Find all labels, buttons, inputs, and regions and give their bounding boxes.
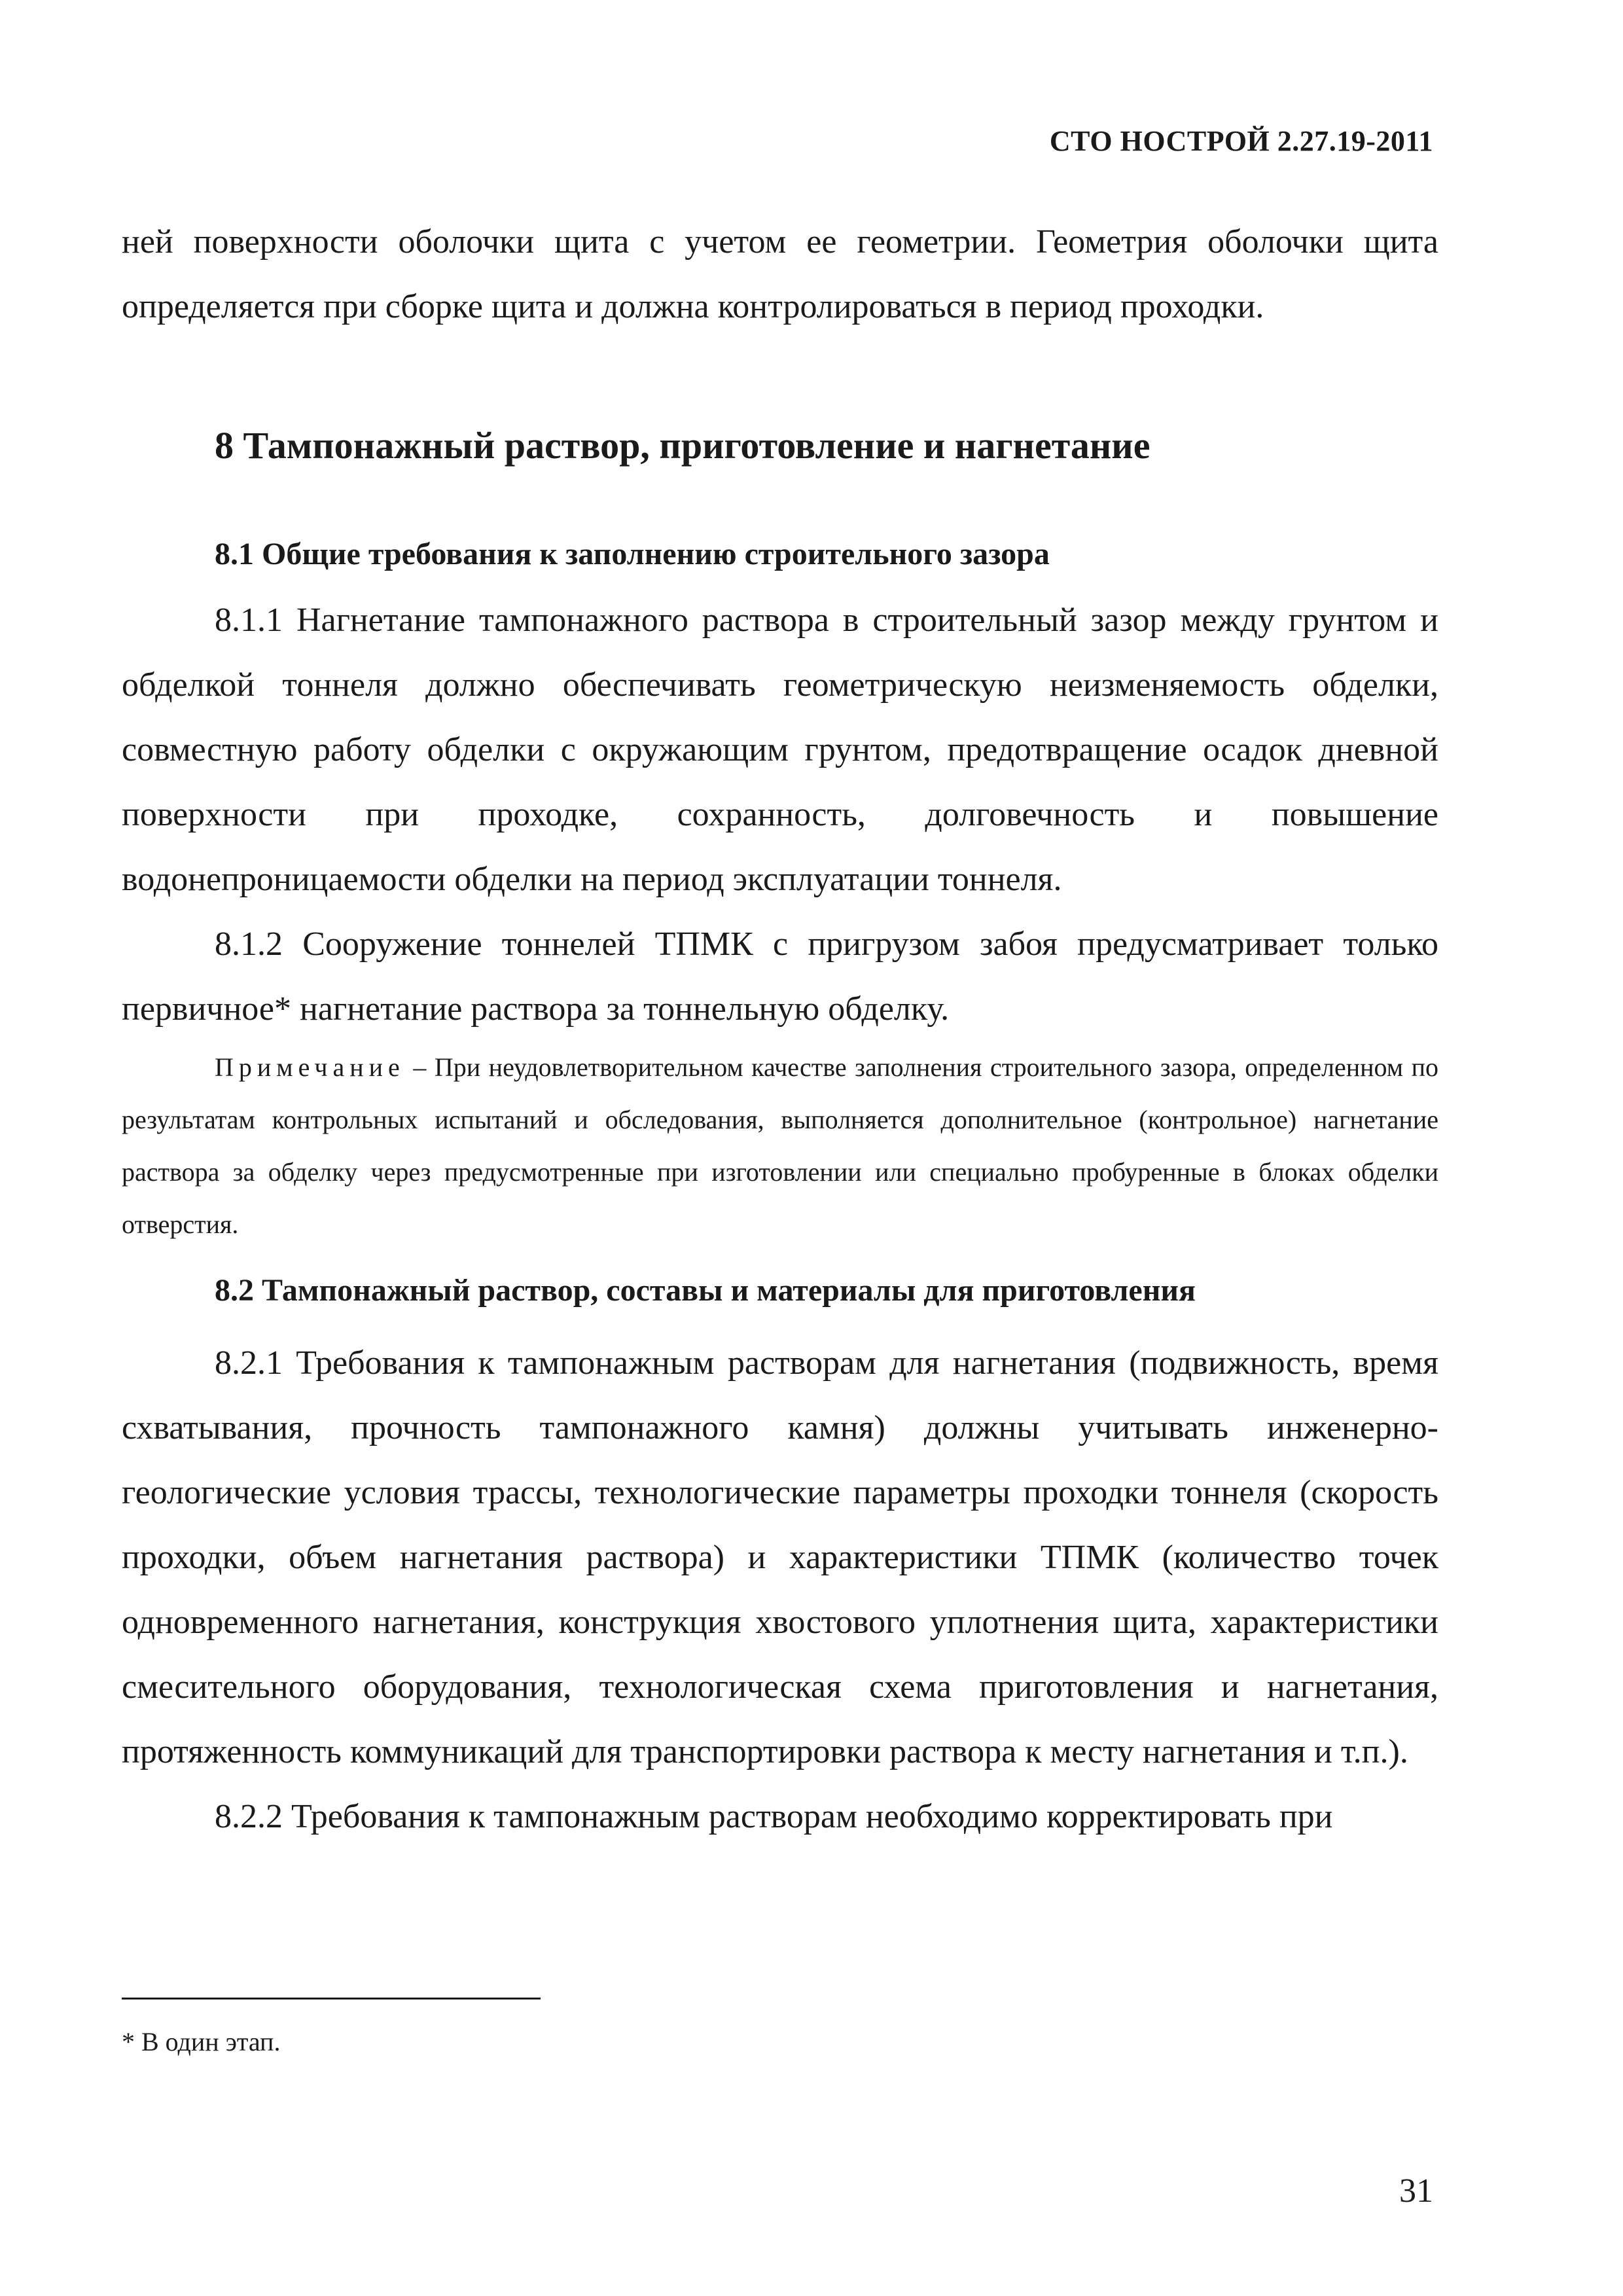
note-label: Примечание (215, 1052, 405, 1082)
note-paragraph (122, 1041, 1438, 1251)
paragraph-8-2-1: 8.2.1 Требования к тампонажным растворам для нагнетания (подвижность, время схватывания, прочность тампонажного камня) должны учитывать инженерно-геологические условия трассы, технологические параметры проходки тоннеля (скорость проходки, объем нагнетания раствора) и характеристики ТПМК (количество точек одновременного нагнетания, конструкция хвостового уплотнения щита, характеристики смесительного оборудования, технологическая схема приготовления и нагнетания, протяженность коммуникаций для транспортировки раствора к месту нагнетания и т.п.). (122, 1344, 1438, 1770)
footnote-separator (122, 1998, 541, 2000)
continuation-paragraph: ней поверхности оболочки щита с учетом ее геометрии. Геометрия оболочки щита определяется при сборке щита и должна контролироваться в период проходки. (122, 223, 1438, 325)
section-title: 8 Тампонажный раствор, приготовление и нагнетание (215, 424, 1150, 467)
paragraph-8-1-1: 8.1.1 Нагнетание тампонажного раствора в строительный зазор между грунтом и обделкой тоннеля должно обеспечивать геометрическую неизменяемость обделки, совместную работу обделки с окружающим грунтом, предотвращение осадок дневной поверхности при проходке, сохранность, долговечность и повышение водонепроницаемости обделки на период эксплуатации тоннеля. (122, 601, 1438, 898)
standard-code-header: СТО НОСТРОЙ 2.27.19-2011 (1049, 125, 1433, 157)
footnote: * В один этап. (122, 2027, 281, 2056)
subsection-title-8-1: 8.1 Общие требования к заполнению строительного зазора (215, 537, 1050, 571)
note-text: – При неудовлетворительном качестве заполнения строительного зазора, определенном по результатам контрольных испытаний и обследования, выполняется дополнительное (контрольное) нагнетание раствора за обделку через предусмотренные при изготовлении или специально пробуренные в блоках обделки отверстия. (122, 1052, 1438, 1239)
subsection-title-8-2: 8.2 Тампонажный раствор, составы и материалы для приготовления (215, 1273, 1196, 1308)
paragraph-8-2-2: 8.2.2 Требования к тампонажным растворам необходимо корректировать при (215, 1798, 1333, 1835)
paragraph-8-1-2: 8.1.2 Сооружение тоннелей ТПМК с пригрузом забоя предусматривает только первичное* нагнетание раствора за тоннельную обделку. (122, 925, 1438, 1028)
page-content (122, 209, 1438, 1849)
page-number: 31 (1399, 2172, 1433, 2210)
